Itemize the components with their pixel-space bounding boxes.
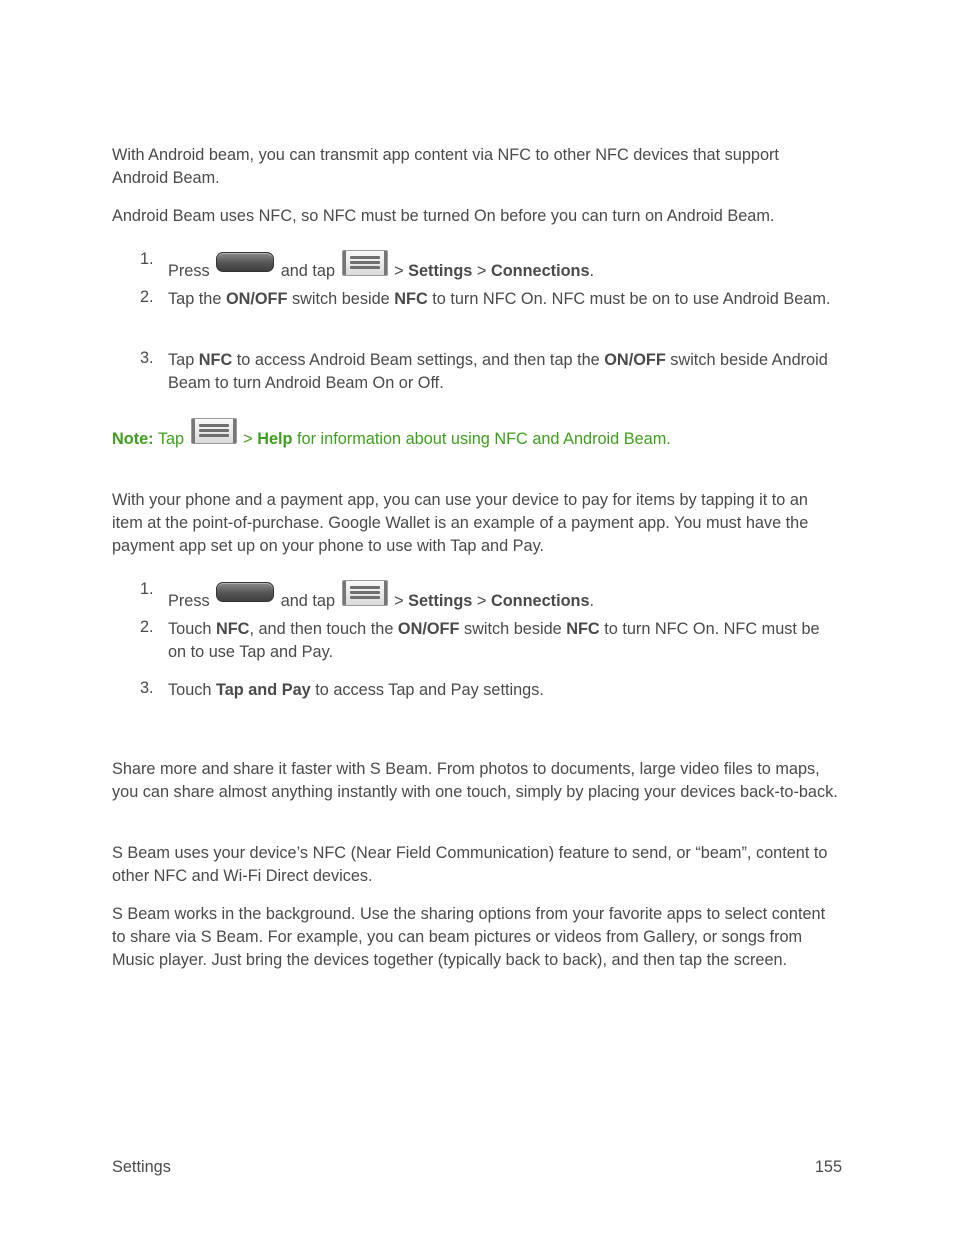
s-beam-paragraph-1: Share more and share it faster with S Beam. From photos to documents, large video files to maps, you can share almost anything instantly with one touch, simply by placing your devices back-to-back.: [112, 760, 838, 801]
s-beam-paragraph-2: S Beam uses your device’s NFC (Near Field Communication) feature to send, or “beam”, content to other NFC and Wi-Fi Direct devices.: [112, 844, 828, 885]
s-beam-paragraph-3: S Beam works in the background. Use the sharing options from your favorite apps to select content to share via S Beam. For example, you can beam pictures or videos from Gallery, or songs from Music player. Just bring the devices together (typically back to back), and then tap the screen.: [112, 905, 826, 969]
android-beam-requirement: Android Beam uses NFC, so NFC must be turned On before you can turn on Android Beam.: [112, 207, 775, 225]
home-key-icon: [216, 252, 274, 272]
menu-key-icon: [191, 418, 237, 444]
home-key-icon: [216, 582, 274, 602]
tap-and-pay-intro: With your phone and a payment app, you can use your device to pay for items by tapping it to an item at the point-of-purchase. Google Wallet is an example of a payment app. You must have the payment app set up on your phone to use with Tap and Pay.: [112, 491, 809, 555]
note: Note: Tap > Help for information about using NFC and Android Beam.: [112, 418, 838, 451]
menu-key-icon: [342, 250, 388, 276]
menu-key-icon: [342, 580, 388, 606]
android-beam-intro: With Android beam, you can transmit app content via NFC to other NFC devices that support Android Beam.: [112, 146, 779, 187]
footer-section: Settings: [112, 1158, 171, 1176]
page-number: 155: [814, 1158, 842, 1176]
